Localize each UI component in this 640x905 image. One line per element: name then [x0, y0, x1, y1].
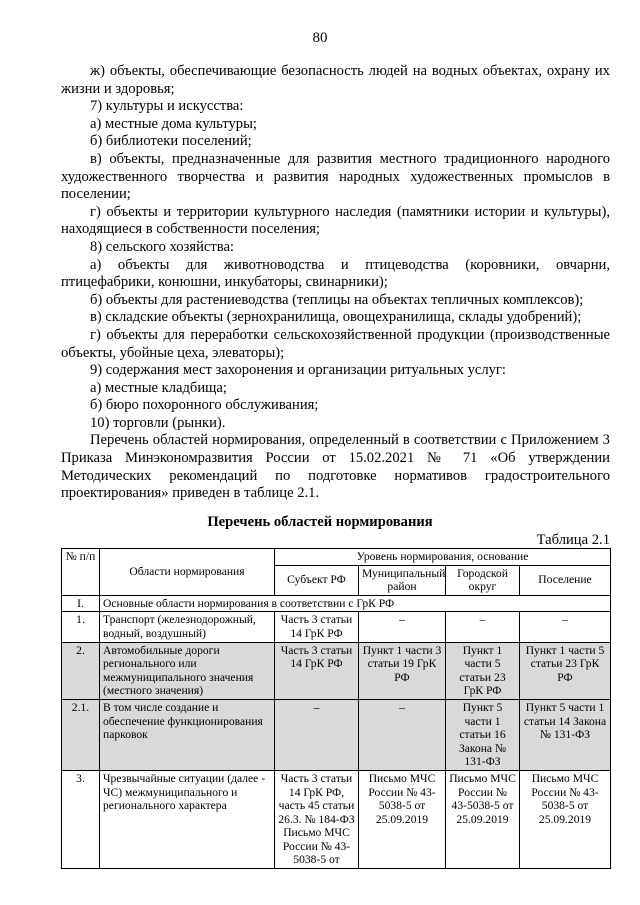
table-row: [62, 642, 611, 699]
row-subject: –: [275, 699, 359, 770]
row-municipal: Пункт 1 части 3 статьи 19 ГрК РФ: [359, 642, 446, 699]
page-number: 80: [312, 30, 328, 46]
row-subject: Часть 3 статьи 14 ГрК РФ, часть 45 статьи 26.3. № 184-ФЗ Письмо МЧС России № 43-5038-5 от: [275, 770, 359, 868]
table-title: Перечень областей нормирования: [207, 514, 433, 530]
row-area: Чрезвычайные ситуации (далее - ЧС) межмуниципального и регионального характера: [100, 770, 275, 868]
header-subject: Субъект РФ: [275, 565, 359, 595]
paragraph: ж) объекты, обеспечивающие безопасность людей на водных объектах, охрану их жизни и здоровья;: [61, 63, 610, 97]
row-num: 3.: [62, 770, 100, 868]
section-text: Основные области нормирования в соответствии с ГрК РФ: [100, 595, 611, 612]
row-num: 2.1.: [62, 699, 100, 770]
row-municipal: Письмо МЧС России № 43-5038-5 от 25.09.2019: [359, 770, 446, 868]
header-level-group: Уровень нормирования, основание: [275, 549, 611, 566]
paragraph: б) бюро похоронного обслуживания;: [90, 397, 319, 414]
row-num: 2.: [62, 642, 100, 699]
row-city: –: [446, 612, 520, 642]
row-area: Автомобильные дороги регионального или межмуниципального значения (местного значения): [100, 642, 275, 699]
paragraph: а) местные кладбища;: [90, 379, 227, 396]
table-row: [62, 699, 611, 770]
paragraph: в) объекты, предназначенные для развития местного традиционного народного художественного творчества и развития народных художественных промыслов в поселении;: [61, 150, 610, 203]
row-city: Пункт 1 части 5 статьи 23 ГрК РФ: [446, 642, 520, 699]
paragraph: в) складские объекты (зернохранилища, овощехранилища, склады удобрений);: [90, 309, 582, 326]
row-settlement: Пункт 1 части 5 статьи 23 ГрК РФ: [520, 642, 611, 699]
paragraph: б) библиотеки поселений;: [90, 133, 252, 150]
paragraph: б) объекты для растениеводства (теплицы на объектах тепличных комплексов);: [90, 291, 584, 308]
norm-areas-table: [61, 548, 611, 869]
header-municipal: Муниципальный район: [359, 565, 446, 595]
paragraph: г) объекты и территории культурного наследия (памятники истории и культуры), находящиеся в собственности поселения;: [61, 203, 610, 238]
paragraph: 7) культуры и искусства:: [90, 98, 244, 115]
table-header-row: [62, 549, 611, 566]
paragraph: Перечень областей нормирования, определенный в соответствии с Приложением 3 Приказа Минэкономразвития России от 15.02.2021 № 71 «Об утверждении Методических рекомендаций по подготовке нормативов градостроительного проектирования» приведен в таблице 2.1.: [61, 432, 610, 502]
row-area: Транспорт (железнодорожный, водный, воздушный): [100, 612, 275, 642]
row-subject: Часть 3 статьи 14 ГрК РФ: [275, 612, 359, 642]
row-municipal: –: [359, 612, 446, 642]
paragraph: 10) торговли (рынки).: [90, 414, 226, 431]
table-section-row: [62, 595, 611, 612]
table-label: Таблица 2.1: [536, 532, 610, 548]
paragraph: а) объекты для животноводства и птицеводства (коровники, овчарни, птицефабрики, конюшни, инкубаторы, свинарники);: [61, 256, 610, 291]
row-municipal: –: [359, 699, 446, 770]
row-settlement: Пункт 5 части 1 статьи 14 Закона № 131-ФЗ: [520, 699, 611, 770]
body-text: [61, 63, 611, 503]
paragraph: 9) содержания мест захоронения и организации ритуальных услуг:: [90, 362, 506, 379]
row-settlement: –: [520, 612, 611, 642]
row-city: Письмо МЧС России № 43-5038-5 от 25.09.2019: [446, 770, 520, 868]
row-num: 1.: [62, 612, 100, 642]
paragraph: 8) сельского хозяйства:: [90, 238, 234, 255]
row-city: Пункт 5 части 1 статьи 16 Закона № 131-ФЗ: [446, 699, 520, 770]
table-row: [62, 770, 611, 868]
table-row: [62, 612, 611, 642]
paragraph: г) объекты для переработки сельскохозяйственной продукции (производственные объекты, убойные цеха, элеваторы);: [61, 326, 611, 361]
header-settlement: Поселение: [520, 565, 611, 595]
row-subject: Часть 3 статьи 14 ГрК РФ: [275, 642, 359, 699]
header-city: Городской округ: [446, 565, 520, 595]
header-num: № п/п: [62, 549, 100, 596]
row-settlement: Письмо МЧС России № 43-5038-5 от 25.09.2019: [520, 770, 611, 868]
header-area: Области нормирования: [100, 549, 275, 596]
section-num: I.: [62, 595, 100, 612]
row-area: В том числе создание и обеспечение функционирования парковок: [100, 699, 275, 770]
paragraph: а) местные дома культуры;: [90, 115, 257, 132]
